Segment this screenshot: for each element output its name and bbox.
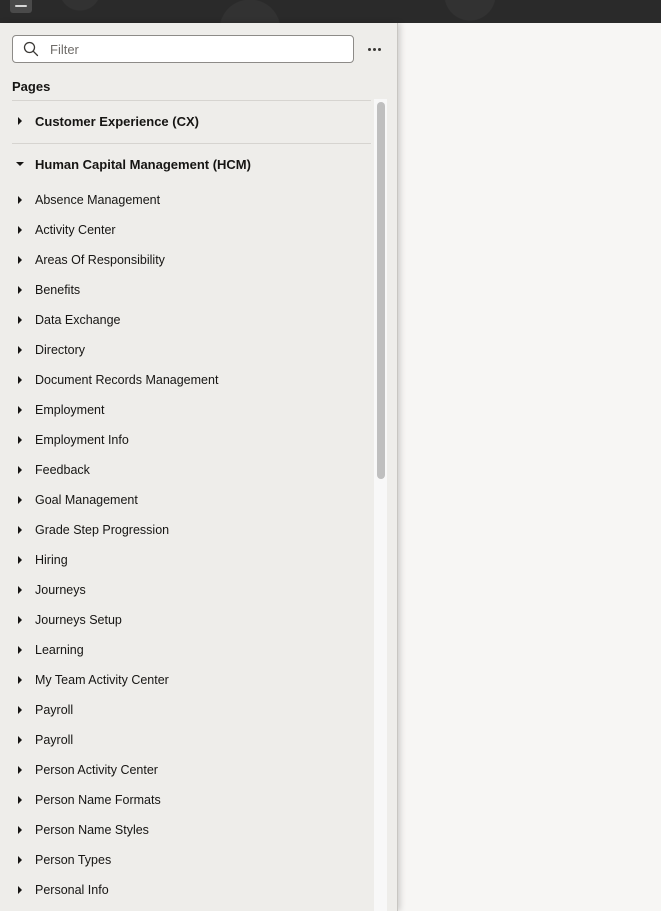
tree-item[interactable]	[0, 185, 372, 215]
caret-right-icon[interactable]	[18, 406, 22, 414]
pages-panel	[0, 23, 398, 911]
caret-right-icon[interactable]	[18, 376, 22, 384]
caret-right-icon[interactable]	[18, 316, 22, 324]
caret-right-icon[interactable]	[18, 117, 22, 125]
caret-right-icon[interactable]	[18, 496, 22, 504]
tree-item[interactable]	[0, 395, 372, 425]
tree-item[interactable]	[0, 785, 372, 815]
tree-item-label: Document Records Management	[35, 373, 219, 387]
tree-item-label: Goal Management	[35, 493, 138, 507]
tree-item-label: Human Capital Management (HCM)	[35, 156, 251, 172]
tree-item-label: Personal Info	[35, 883, 109, 897]
tree-item-label: Feedback	[35, 463, 90, 477]
tree-group-hcm[interactable]	[0, 149, 372, 179]
tree-item[interactable]	[0, 605, 372, 635]
caret-right-icon[interactable]	[18, 196, 22, 204]
caret-right-icon[interactable]	[18, 286, 22, 294]
caret-right-icon[interactable]	[18, 346, 22, 354]
more-icon-dot	[373, 48, 376, 51]
tree-item[interactable]	[0, 665, 372, 695]
tree-item[interactable]	[0, 305, 372, 335]
caret-right-icon[interactable]	[18, 706, 22, 714]
tree-item[interactable]	[0, 815, 372, 845]
more-icon-dot	[378, 48, 381, 51]
more-actions-button[interactable]	[364, 39, 384, 59]
caret-right-icon[interactable]	[18, 436, 22, 444]
tree-item[interactable]	[0, 635, 372, 665]
tree-item-label: Journeys	[35, 583, 86, 597]
tree-item-label: My Team Activity Center	[35, 673, 169, 687]
content-area	[398, 23, 661, 911]
caret-right-icon[interactable]	[18, 646, 22, 654]
tree-item[interactable]	[0, 575, 372, 605]
tree-item-label: Grade Step Progression	[35, 523, 170, 537]
tree-item[interactable]	[0, 725, 372, 755]
caret-right-icon[interactable]	[18, 886, 22, 894]
caret-right-icon[interactable]	[18, 556, 22, 564]
menu-button[interactable]	[10, 0, 32, 13]
tree-item-label: Person Name Formats	[35, 793, 161, 807]
tree-item-label: Employment Info	[35, 433, 129, 447]
filter-field[interactable]	[12, 35, 354, 63]
tree-item[interactable]	[0, 455, 372, 485]
tree-item[interactable]	[0, 545, 372, 575]
caret-right-icon[interactable]	[18, 736, 22, 744]
section-title: Pages	[12, 79, 51, 94]
caret-right-icon[interactable]	[18, 586, 22, 594]
tree-item-label: Person Types	[35, 853, 112, 867]
tree-item[interactable]	[0, 695, 372, 725]
tree-item[interactable]	[0, 365, 372, 395]
divider	[12, 100, 371, 101]
menu-icon	[15, 5, 27, 7]
tree-item-label: Areas Of Responsibility	[35, 253, 165, 267]
top-bar	[0, 0, 661, 23]
tree-item-label: Hiring	[35, 553, 68, 567]
caret-right-icon[interactable]	[18, 466, 22, 474]
caret-right-icon[interactable]	[18, 856, 22, 864]
caret-right-icon[interactable]	[18, 616, 22, 624]
tree-item-label: Person Activity Center	[35, 763, 158, 777]
scrollbar-thumb[interactable]	[377, 102, 385, 479]
tree-item-label: Person Name Styles	[35, 823, 149, 837]
caret-right-icon[interactable]	[18, 256, 22, 264]
tree-item[interactable]	[0, 215, 372, 245]
tree-item-label: Employment	[35, 403, 105, 417]
tree-item[interactable]	[0, 845, 372, 875]
caret-right-icon[interactable]	[18, 766, 22, 774]
caret-right-icon[interactable]	[18, 796, 22, 804]
tree-item[interactable]	[0, 245, 372, 275]
caret-right-icon[interactable]	[18, 826, 22, 834]
tree-item[interactable]	[0, 335, 372, 365]
tree-item-label: Payroll	[35, 733, 74, 747]
tree-item-label: Directory	[35, 343, 86, 357]
tree-item[interactable]	[0, 875, 372, 905]
caret-down-icon[interactable]	[16, 162, 24, 166]
more-icon-dot	[368, 48, 371, 51]
tree-item-label: Data Exchange	[35, 313, 121, 327]
tree-item[interactable]	[0, 485, 372, 515]
caret-right-icon[interactable]	[18, 526, 22, 534]
tree-item[interactable]	[0, 275, 372, 305]
tree-item-label: Customer Experience (CX)	[35, 113, 199, 129]
search-icon	[23, 41, 39, 57]
tree-item-label: Benefits	[35, 283, 81, 297]
tree-item[interactable]	[0, 425, 372, 455]
filter-input[interactable]	[50, 42, 340, 57]
divider	[12, 143, 371, 144]
tree-group-cx[interactable]	[0, 106, 372, 136]
tree-item[interactable]	[0, 755, 372, 785]
tree-item-label: Absence Management	[35, 193, 161, 207]
tree-item-label: Activity Center	[35, 223, 116, 237]
tree-item-label: Payroll	[35, 703, 74, 717]
tree-item-label: Learning	[35, 643, 84, 657]
tree-item[interactable]	[0, 515, 372, 545]
caret-right-icon[interactable]	[18, 226, 22, 234]
caret-right-icon[interactable]	[18, 676, 22, 684]
tree-item-label: Journeys Setup	[35, 613, 122, 627]
